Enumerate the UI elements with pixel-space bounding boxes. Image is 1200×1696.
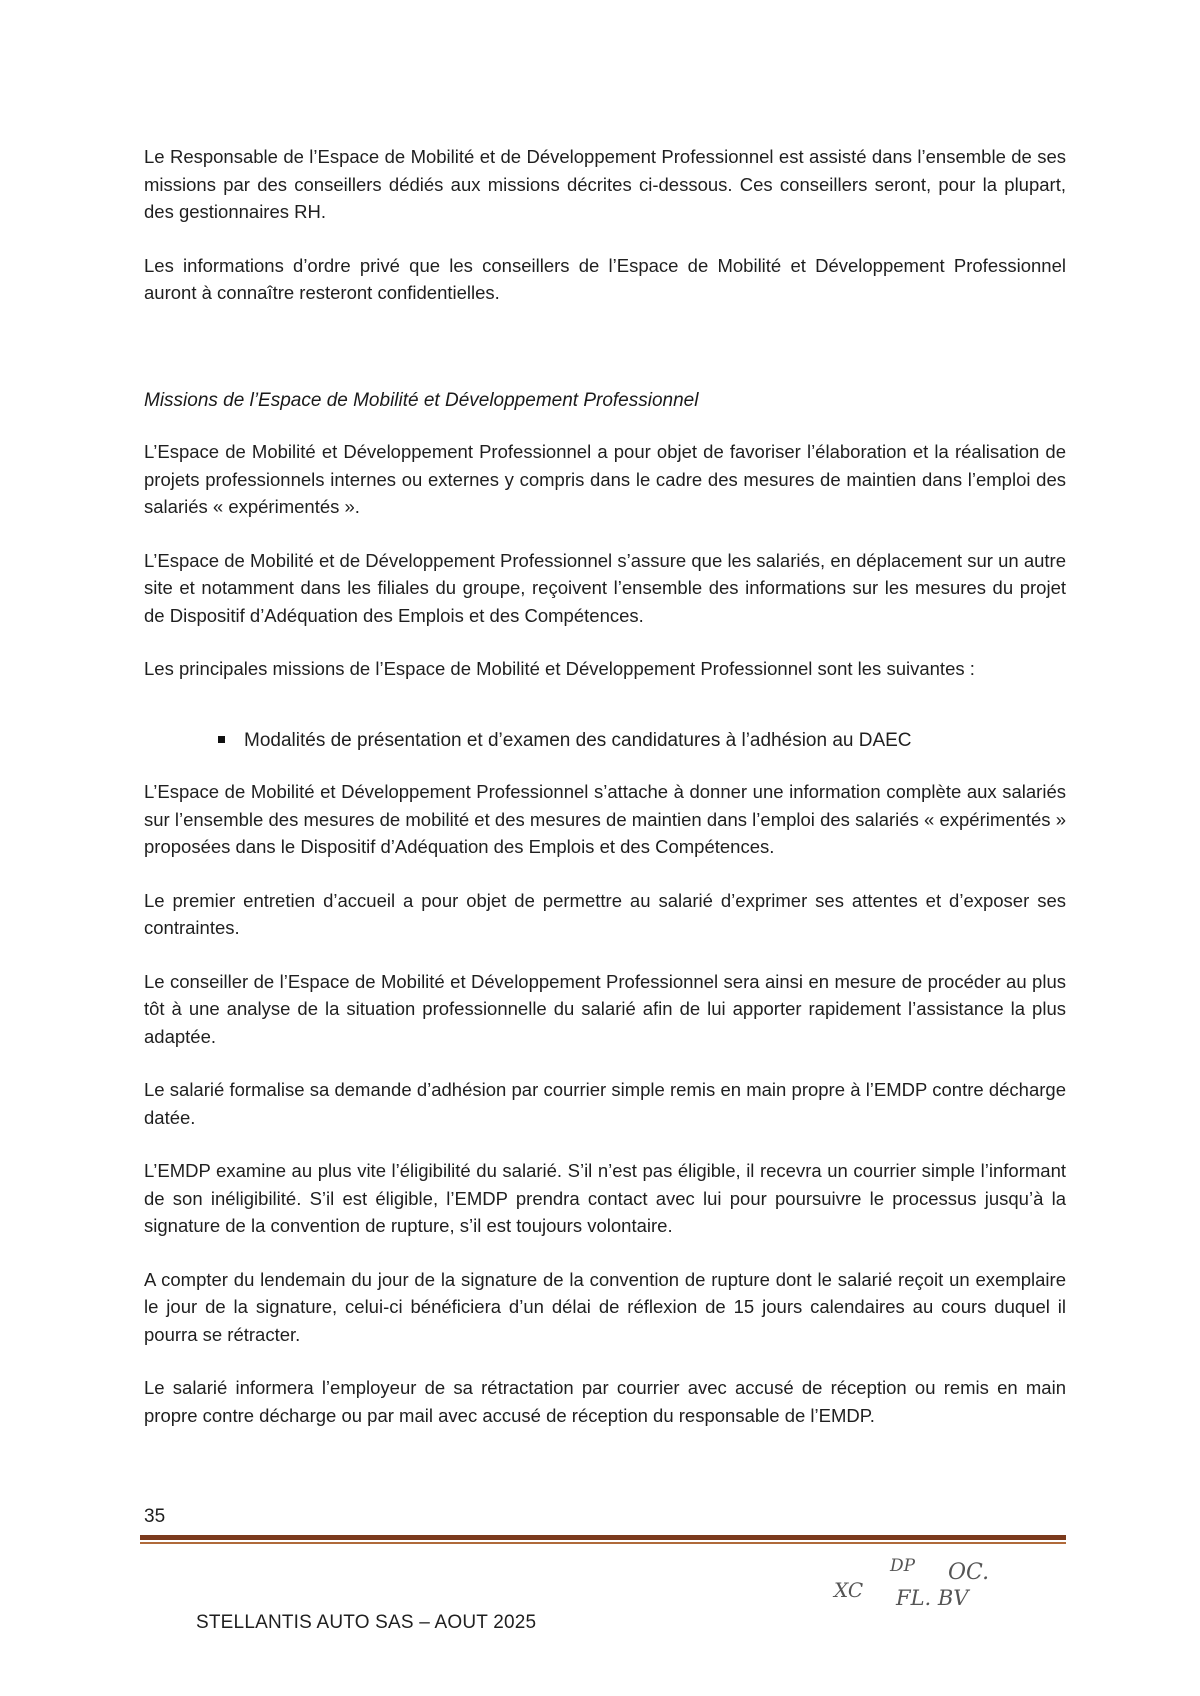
section-heading: Missions de l’Espace de Mobilité et Développement Professionnel xyxy=(144,389,699,411)
initials-fl-bv: FL. BV xyxy=(896,1586,969,1610)
page-body xyxy=(144,143,1066,1429)
initials-dp: DP xyxy=(890,1556,916,1576)
intro-paragraph-1: Le Responsable de l’Espace de Mobilité et de Développement Professionnel est assisté dans l’ensemble de ses missions par des conseillers dédiés aux missions décrites ci-dessous. Ces conseillers seront, pour la plupart, des gestionnaires RH. xyxy=(144,146,1066,222)
bullet-heading: Modalités de présentation et d’examen des candidatures à l’adhésion au DAEC xyxy=(244,729,912,751)
missions-paragraph-1: L’Espace de Mobilité et Développement Professionnel a pour objet de favoriser l’élaboration et la réalisation de projets professionnels internes ou externes y compris dans le cadre des mesures de maintien dans l’emploi des salariés « expérimentés ». xyxy=(144,441,1066,517)
bullet-paragraph-4: Le salarié formalise sa demande d’adhésion par courrier simple remis en main propre à l’EMDP contre décharge datée. xyxy=(144,1079,1066,1128)
bullet-paragraph-6: A compter du lendemain du jour de la signature de la convention de rupture dont le salarié reçoit un exemplaire le jour de la signature, celui-ci bénéficiera d’un délai de réflexion de 15 jours calendaires au cours duquel il pourra se rétracter. xyxy=(144,1268,1066,1345)
footer-rule xyxy=(140,1535,1066,1540)
initials-xc: XC xyxy=(834,1578,864,1602)
footer-text: STELLANTIS AUTO SAS – AOUT 2025 xyxy=(196,1612,537,1633)
bullet-paragraph-3: Le conseiller de l’Espace de Mobilité et Développement Professionnel sera ainsi en mesure de procéder au plus tôt à une analyse de la situation professionnelle du salarié afin de lui apporter rapidement l’assistance la plus adaptée. xyxy=(144,970,1066,1047)
handwritten-initials xyxy=(828,1552,1008,1622)
footer-rule-thin xyxy=(140,1542,1066,1544)
bullet-paragraph-5: L’EMDP examine au plus vite l’éligibilité du salarié. S’il n’est pas éligible, il recevra un courrier simple l’informant de son inéligibilité. S’il est éligible, l’EMDP prendra contact avec lui pour poursuivre le processus jusqu’à la signature de la convention de rupture, s’il est toujours volontaire. xyxy=(144,1160,1066,1236)
initials-oc: OC. xyxy=(948,1560,990,1585)
page-number: 35 xyxy=(144,1506,166,1527)
missions-paragraph-3: Les principales missions de l’Espace de Mobilité et Développement Professionnel sont les suivantes : xyxy=(144,658,975,679)
missions-paragraph-2: L’Espace de Mobilité et de Développement Professionnel s’assure que les salariés, en déplacement sur un autre site et notamment dans les filiales du groupe, reçoivent l’ensemble des informations sur les mesures du projet de Dispositif d’Adéquation des Emplois et des Compétences. xyxy=(144,549,1066,626)
intro-paragraph-2: Les informations d’ordre privé que les conseillers de l’Espace de Mobilité et Développement Professionnel auront à connaître resteront confidentielles. xyxy=(144,254,1066,303)
bullet-paragraph-2: Le premier entretien d’accueil a pour objet de permettre au salarié d’exprimer ses attentes et d’exposer ses contraintes. xyxy=(144,889,1066,938)
bullet-paragraph-1: L’Espace de Mobilité et Développement Professionnel s’attache à donner une information complète aux salariés sur l’ensemble des mesures de mobilité et des mesures de maintien dans l’emploi des salariés « expérimentés » proposées dans le Dispositif d’Adéquation des Emplois et des Compétences. xyxy=(144,781,1066,857)
bullet-item xyxy=(144,727,1066,755)
bullet-paragraph-7: Le salarié informera l’employeur de sa rétractation par courrier avec accusé de réception ou remis en main propre contre décharge ou par mail avec accusé de réception du responsable de l’EMDP. xyxy=(144,1377,1066,1426)
square-bullet-icon xyxy=(218,736,225,743)
